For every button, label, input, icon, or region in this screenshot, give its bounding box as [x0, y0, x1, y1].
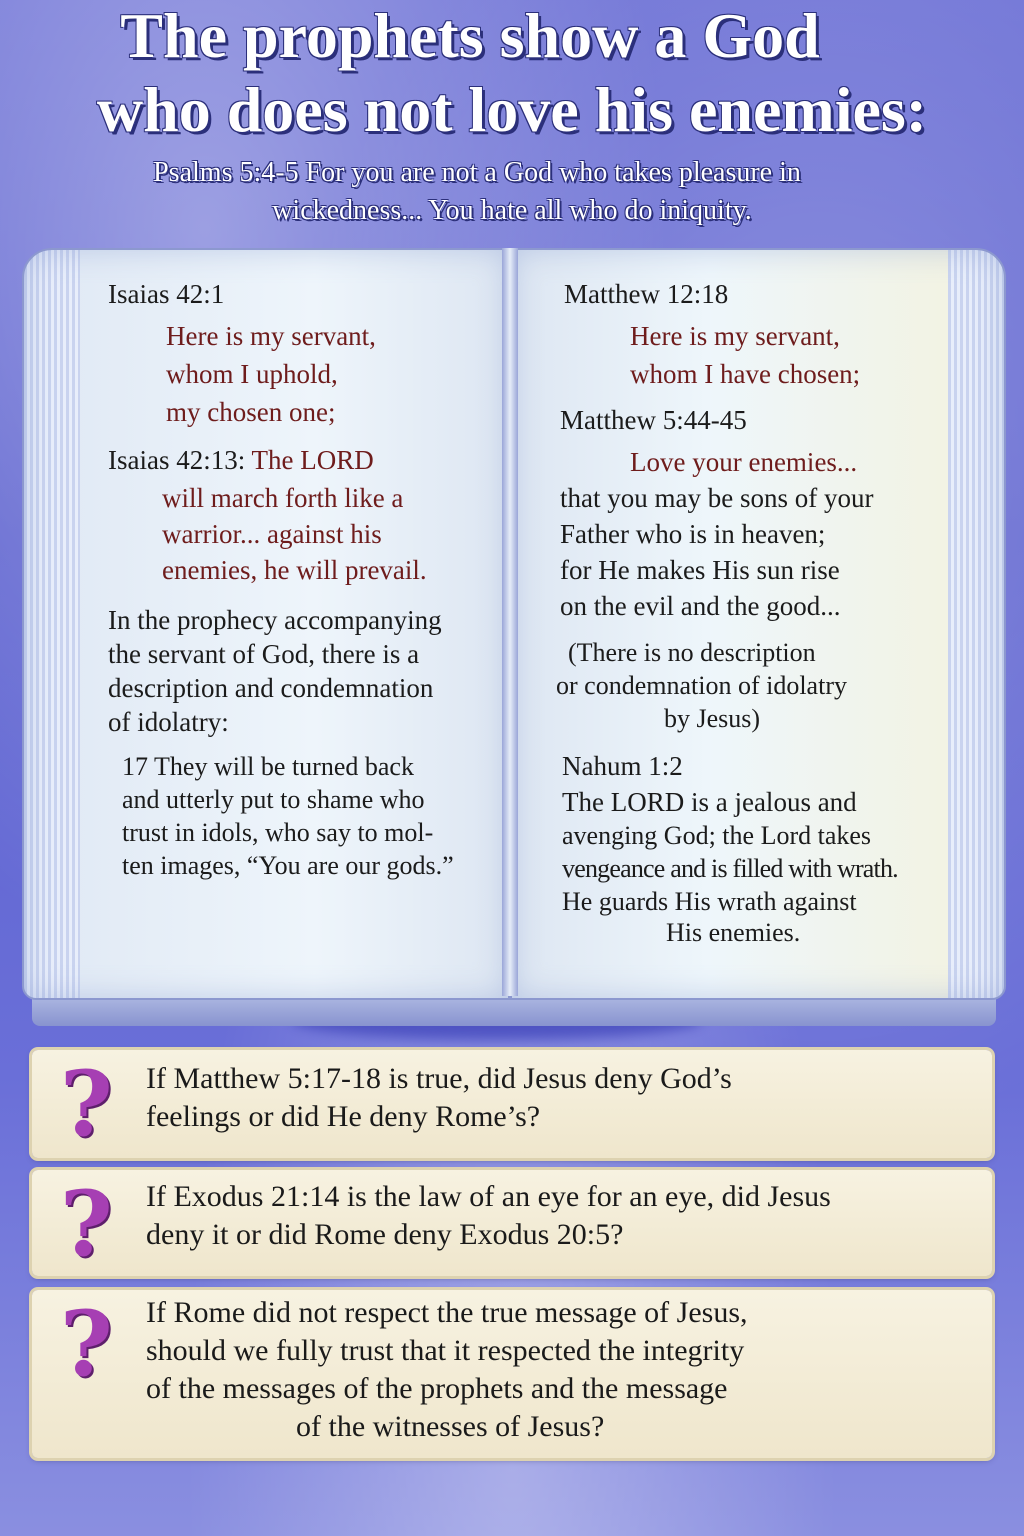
book-spine — [502, 248, 518, 996]
idolatry-note-line: the servant of God, there is a — [108, 639, 420, 669]
verse-17-line: 17 They will be turned back — [122, 752, 414, 781]
question-line: of the messages of the prophets and the message — [146, 1372, 728, 1405]
question-line: If Exodus 21:14 is the law of an eye for an eye, did Jesus — [146, 1180, 831, 1213]
verse-17-line: trust in idols, who say to mol- — [122, 818, 434, 847]
psalms-subtitle — [0, 154, 1024, 230]
question-mark-icon: ? — [60, 1171, 113, 1277]
question-line: If Matthew 5:17-18 is true, did Jesus deny God’s — [146, 1062, 732, 1095]
isaias-quote2-line: warrior... against his — [162, 519, 382, 549]
question-box-3 — [32, 1290, 992, 1458]
question-line: feelings or did He deny Rome’s? — [146, 1100, 541, 1133]
nahum-1-2-ref: Nahum 1:2 — [562, 751, 683, 781]
matthew-quote2-line: Father who is in heaven; — [560, 519, 826, 549]
isaias-quote-line: whom I uphold, — [166, 359, 338, 389]
open-bible — [22, 248, 1006, 1048]
question-line: deny it or did Rome deny Exodus 20:5? — [146, 1218, 624, 1251]
subtitle-line-2: wickedness... You hate all who do iniquity. — [272, 195, 752, 226]
left-page — [22, 248, 510, 1000]
idolatry-note-line: In the prophecy accompanying — [108, 605, 442, 635]
love-enemies-lead: Love your enemies... — [630, 447, 858, 477]
isaias-42-1-ref: Isaias 42:1 — [108, 279, 225, 309]
question-3-text — [146, 1294, 748, 1446]
question-box-2 — [32, 1170, 992, 1276]
question-1-text — [146, 1060, 732, 1136]
isaias-quote-line: Here is my servant, — [166, 321, 376, 351]
matthew-quote2-line: on the evil and the good... — [560, 591, 841, 621]
isaias-42-13-ref — [108, 442, 374, 478]
nahum-quote-line: His enemies. — [666, 918, 801, 947]
nahum-quote-line: He guards His wrath against — [562, 887, 857, 916]
no-description-note: by Jesus) — [664, 704, 761, 733]
right-page — [510, 248, 1006, 1000]
matthew-quote2-line: that you may be sons of your — [560, 483, 874, 513]
verse-17-line: and utterly put to shame who — [122, 785, 425, 814]
isaias-quote2-line: enemies, he will prevail. — [162, 555, 427, 585]
idolatry-note-line: description and condemnation — [108, 673, 434, 703]
matthew-quote-line: Here is my servant, — [630, 321, 840, 351]
verse-17-line: ten images, “You are our gods.” — [122, 851, 454, 880]
nahum-quote-line: The LORD is a jealous and — [562, 787, 857, 817]
nahum-quote-line: avenging God; the Lord takes — [562, 821, 872, 850]
question-line: of the witnesses of Jesus? — [296, 1410, 605, 1443]
isaias-42-13-label: Isaias 42:13: — [108, 445, 246, 475]
matthew-quote2-line: for He makes His sun rise — [560, 555, 840, 585]
nahum-quote-line: vengeance and is filled with wrath. — [562, 854, 898, 883]
no-description-note: (There is no description — [568, 638, 816, 667]
isaias-quote2-line: will march forth like a — [162, 483, 404, 513]
question-2-text — [146, 1178, 831, 1254]
question-mark-icon: ? — [60, 1291, 113, 1397]
idolatry-note-line: of idolatry: — [108, 707, 229, 737]
title-line-2: who does not love his enemies: — [96, 74, 928, 145]
question-mark-icon: ? — [60, 1051, 113, 1157]
matthew-12-18-ref: Matthew 12:18 — [564, 279, 729, 309]
isaias-quote-line: my chosen one; — [166, 397, 336, 427]
no-description-note: or condemnation of idolatry — [556, 671, 847, 700]
isaias-42-13-lead: The LORD — [251, 445, 374, 475]
question-box-1 — [32, 1050, 992, 1158]
title-line-1: The prophets show a God — [120, 0, 820, 71]
question-line: should we fully trust that it respected the integrity — [146, 1334, 745, 1367]
matthew-5-44-ref: Matthew 5:44-45 — [560, 405, 747, 435]
matthew-quote-line: whom I have chosen; — [630, 359, 861, 389]
question-line: If Rome did not respect the true message of Jesus, — [146, 1296, 748, 1329]
subtitle-line-1: Psalms 5:4-5 For you are not a God who takes pleasure in — [153, 157, 801, 188]
